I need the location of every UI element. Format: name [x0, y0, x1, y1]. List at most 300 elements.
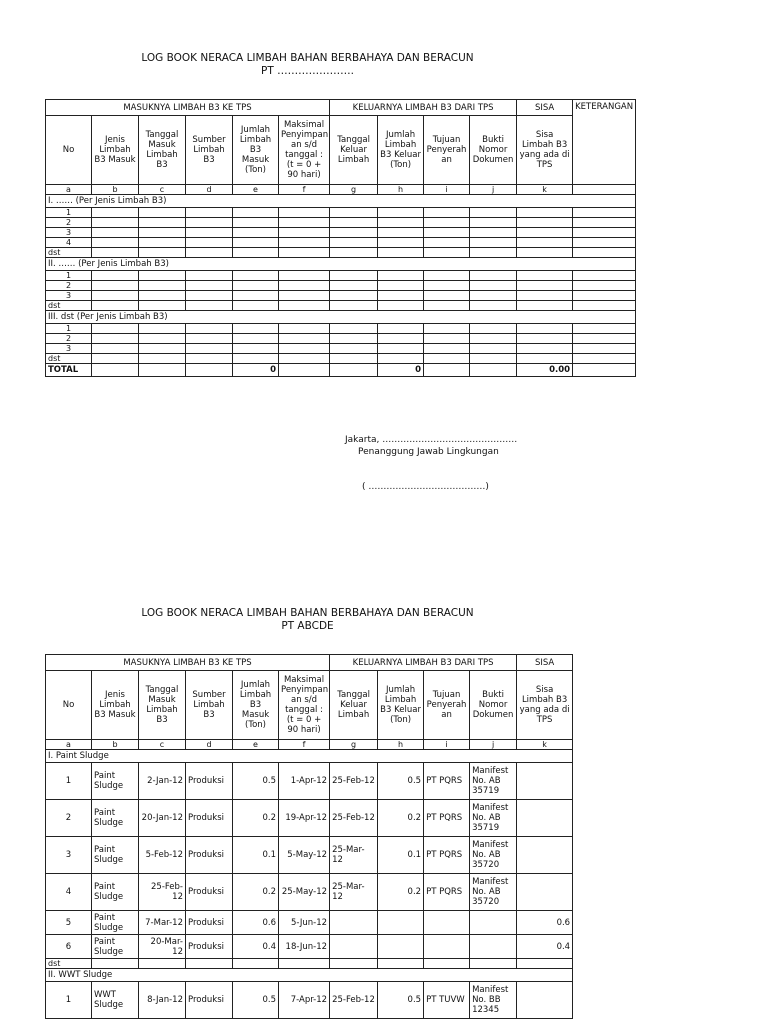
doc1-group-keluar: KELUARNYA LIMBAH B3 DARI TPS [330, 100, 517, 116]
doc2-body [46, 750, 573, 1019]
cell-bukti [470, 911, 517, 935]
table-cell [186, 208, 233, 218]
table-cell [330, 324, 378, 334]
table-cell [517, 334, 573, 344]
row-number: 3 [46, 228, 92, 238]
cell-jml-masuk: 0.6 [233, 911, 279, 935]
section-row [46, 311, 636, 324]
table-cell [470, 228, 517, 238]
row-number: 2 [46, 281, 92, 291]
table-cell [517, 248, 573, 258]
col-letter: i [424, 185, 470, 195]
cell-jml-keluar [378, 935, 424, 959]
table-cell [573, 344, 636, 354]
row-number: 1 [46, 763, 92, 800]
table-cell [573, 238, 636, 248]
cell-jml-masuk: 0.5 [233, 763, 279, 800]
cell-sumber: Produksi [186, 874, 233, 911]
cell-maks: 19-Apr-12 [279, 800, 330, 837]
doc1-body [46, 195, 636, 364]
table-row [46, 228, 636, 238]
col-letter: h [378, 185, 424, 195]
col-header: Tujuan Penyerah an [424, 116, 470, 185]
table-cell [378, 218, 424, 228]
table-cell [378, 959, 424, 969]
table-cell [233, 218, 279, 228]
cell-maks: 1-Apr-12 [279, 763, 330, 800]
cell-sisa [517, 837, 573, 874]
table-row [46, 291, 636, 301]
table-cell [424, 238, 470, 248]
col-letter: d [186, 185, 233, 195]
cell-tgl-masuk: 7-Mar-12 [139, 911, 186, 935]
doc1-company: PT …………………. [261, 65, 354, 77]
table-cell [92, 208, 139, 218]
table-cell [186, 959, 233, 969]
cell-tgl-keluar: 25-Feb-12 [330, 800, 378, 837]
doc1-group-sisa: SISA [517, 100, 573, 116]
table-row [46, 271, 636, 281]
table-cell [573, 281, 636, 291]
table-cell [233, 208, 279, 218]
doc2-group-sisa: SISA [517, 655, 573, 671]
table-cell [139, 301, 186, 311]
cell-sumber: Produksi [186, 800, 233, 837]
table-cell [186, 344, 233, 354]
table-cell [92, 959, 139, 969]
table-cell [279, 354, 330, 364]
table-cell [279, 238, 330, 248]
col-letter: f [279, 740, 330, 750]
table-cell [279, 248, 330, 258]
cell-jml-keluar [378, 911, 424, 935]
table-cell [573, 248, 636, 258]
table-row [46, 800, 573, 837]
table-cell [470, 324, 517, 334]
doc1-total-row [46, 364, 636, 377]
cell-tujuan: PT PQRS [424, 874, 470, 911]
col-letter: j [470, 185, 517, 195]
cell-jml-masuk: 0.1 [233, 837, 279, 874]
table-cell [424, 301, 470, 311]
col-header: Tanggal Masuk Limbah B3 [139, 116, 186, 185]
cell-tgl-keluar [330, 911, 378, 935]
table-cell [139, 228, 186, 238]
table-cell [92, 344, 139, 354]
table-cell [233, 228, 279, 238]
col-letter: e [233, 185, 279, 195]
cell-sisa [517, 763, 573, 800]
row-number: 3 [46, 344, 92, 354]
table-cell [186, 271, 233, 281]
table-cell [92, 354, 139, 364]
section-title: III. dst (Per Jenis Limbah B3) [46, 311, 636, 324]
table-cell [279, 228, 330, 238]
table-row [46, 218, 636, 228]
table-cell [139, 291, 186, 301]
table-cell [279, 344, 330, 354]
table-cell [424, 281, 470, 291]
table-cell [330, 301, 378, 311]
cell-tujuan: PT PQRS [424, 800, 470, 837]
table-cell [424, 344, 470, 354]
table-cell [186, 238, 233, 248]
doc2-company: PT ABCDE [281, 620, 334, 632]
col-letter: h [378, 740, 424, 750]
table-cell [378, 354, 424, 364]
table-row [46, 248, 636, 258]
cell-sumber: Produksi [186, 837, 233, 874]
doc1-table [45, 99, 636, 377]
col-letter: c [139, 740, 186, 750]
table-cell [139, 208, 186, 218]
col-letter: a [46, 740, 92, 750]
table-cell [378, 324, 424, 334]
table-row [46, 354, 636, 364]
col-header: Bukti Nomor Dokumen [470, 116, 517, 185]
table-cell [92, 281, 139, 291]
cell-bukti: Manifest No. BB 12345 [470, 982, 517, 1019]
table-cell [233, 291, 279, 301]
table-cell [330, 959, 378, 969]
table-cell [378, 208, 424, 218]
table-cell [186, 291, 233, 301]
table-row [46, 874, 573, 911]
table-cell [92, 291, 139, 301]
row-number: 3 [46, 291, 92, 301]
doc1-group-masuk: MASUKNYA LIMBAH B3 KE TPS [46, 100, 330, 116]
table-cell [573, 324, 636, 334]
table-cell [378, 228, 424, 238]
table-row [46, 208, 636, 218]
table-cell [517, 354, 573, 364]
col-header: Maksimal Penyimpan an s/d tanggal : (t = 0 + 90 hari) [279, 671, 330, 740]
cell-tgl-masuk: 2-Jan-12 [139, 763, 186, 800]
col-header: No [46, 116, 92, 185]
table-cell [186, 334, 233, 344]
table-cell [470, 248, 517, 258]
table-row [46, 301, 636, 311]
table-cell [233, 324, 279, 334]
table-cell [330, 218, 378, 228]
section-row [46, 969, 573, 982]
table-cell [139, 281, 186, 291]
col-header: Tanggal Keluar Limbah [330, 671, 378, 740]
cell-jml-masuk: 0.4 [233, 935, 279, 959]
cell-tujuan [424, 935, 470, 959]
cell-jml-keluar: 0.5 [378, 763, 424, 800]
table-cell [233, 238, 279, 248]
table-cell [330, 248, 378, 258]
table-cell [573, 218, 636, 228]
row-number: 2 [46, 334, 92, 344]
table-cell [424, 291, 470, 301]
table-cell [186, 228, 233, 238]
table-cell [330, 291, 378, 301]
section-row [46, 258, 636, 271]
table-cell [378, 238, 424, 248]
cell-sumber: Produksi [186, 763, 233, 800]
col-header: Bukti Nomor Dokumen [470, 671, 517, 740]
cell-tgl-masuk: 25-Feb-12 [139, 874, 186, 911]
table-cell [92, 218, 139, 228]
sign-city-date: Jakarta, ……………………………………… [345, 435, 518, 445]
table-cell [573, 301, 636, 311]
table-cell [573, 291, 636, 301]
cell-sisa: 0.4 [517, 935, 573, 959]
table-row [46, 959, 573, 969]
cell-sumber: Produksi [186, 982, 233, 1019]
col-letter: i [424, 740, 470, 750]
table-cell [139, 238, 186, 248]
section-title: II. WWT Sludge [46, 969, 573, 982]
cell-jml-keluar: 0.5 [378, 982, 424, 1019]
table-cell [573, 208, 636, 218]
table-cell [517, 324, 573, 334]
doc2-group-masuk: MASUKNYA LIMBAH B3 KE TPS [46, 655, 330, 671]
table-cell [233, 354, 279, 364]
cell-jenis: Paint Sludge [92, 837, 139, 874]
table-cell [378, 344, 424, 354]
table-cell [517, 238, 573, 248]
table-row [46, 281, 636, 291]
table-cell [517, 301, 573, 311]
doc2-column-headers [46, 671, 573, 740]
table-cell [139, 959, 186, 969]
table-cell [186, 218, 233, 228]
table-cell [330, 334, 378, 344]
doc1-title: LOG BOOK NERACA LIMBAH BAHAN BERBAHAYA DAN BERACUN [141, 52, 474, 64]
table-cell [573, 228, 636, 238]
col-letter: f [279, 185, 330, 195]
col-letter: b [92, 740, 139, 750]
col-header: No [46, 671, 92, 740]
table-cell [279, 291, 330, 301]
table-cell [330, 208, 378, 218]
col-letter: c [139, 185, 186, 195]
table-cell [470, 271, 517, 281]
table-row [46, 344, 636, 354]
table-row [46, 837, 573, 874]
table-cell [424, 208, 470, 218]
table-cell [517, 228, 573, 238]
table-cell [92, 228, 139, 238]
row-number: 5 [46, 911, 92, 935]
table-cell [470, 291, 517, 301]
table-cell [233, 334, 279, 344]
table-cell [378, 248, 424, 258]
sign-role: Penanggung Jawab Lingkungan [358, 447, 499, 457]
row-number: 1 [46, 982, 92, 1019]
doc1-letter-row [46, 185, 636, 195]
cell-jml-keluar: 0.2 [378, 874, 424, 911]
table-cell [92, 324, 139, 334]
table-cell [470, 281, 517, 291]
row-number: 1 [46, 271, 92, 281]
table-cell [279, 208, 330, 218]
table-cell [92, 271, 139, 281]
col-letter: k [517, 740, 573, 750]
cell-tujuan: PT TUVW [424, 982, 470, 1019]
col-header: Tanggal Keluar Limbah [330, 116, 378, 185]
table-cell [233, 271, 279, 281]
table-cell [139, 324, 186, 334]
row-number: 1 [46, 208, 92, 218]
cell-bukti: Manifest No. AB 35719 [470, 800, 517, 837]
table-cell [279, 301, 330, 311]
cell-tujuan [424, 911, 470, 935]
table-cell [517, 959, 573, 969]
cell-maks: 18-Jun-12 [279, 935, 330, 959]
cell-tgl-keluar: 25-Mar-12 [330, 874, 378, 911]
cell-tgl-keluar: 25-Mar-12 [330, 837, 378, 874]
table-cell [424, 334, 470, 344]
table-cell [424, 959, 470, 969]
row-number: dst [46, 354, 92, 364]
total-sisa: 0.00 [517, 364, 573, 377]
table-cell [330, 228, 378, 238]
sign-name: ( …………………………………) [362, 482, 489, 492]
section-row [46, 195, 636, 208]
table-cell [279, 324, 330, 334]
cell-tgl-masuk: 20-Jan-12 [139, 800, 186, 837]
table-cell [470, 344, 517, 354]
table-cell [139, 248, 186, 258]
total-label: TOTAL [46, 364, 92, 377]
cell-sisa [517, 800, 573, 837]
cell-jml-masuk: 0.2 [233, 874, 279, 911]
total-masuk: 0 [233, 364, 279, 377]
table-cell [233, 959, 279, 969]
cell-tujuan: PT PQRS [424, 763, 470, 800]
cell-sisa: 0.6 [517, 911, 573, 935]
table-cell [279, 271, 330, 281]
table-cell [470, 301, 517, 311]
table-cell [330, 354, 378, 364]
col-letter: b [92, 185, 139, 195]
table-cell [186, 301, 233, 311]
table-cell [279, 281, 330, 291]
table-cell [517, 208, 573, 218]
col-letter: k [517, 185, 573, 195]
table-cell [92, 334, 139, 344]
table-cell [378, 281, 424, 291]
table-cell [233, 281, 279, 291]
table-cell [573, 354, 636, 364]
cell-sisa [517, 874, 573, 911]
table-row [46, 911, 573, 935]
table-cell [279, 218, 330, 228]
cell-maks: 5-May-12 [279, 837, 330, 874]
table-cell [139, 344, 186, 354]
table-row [46, 334, 636, 344]
cell-tgl-masuk: 8-Jan-12 [139, 982, 186, 1019]
section-title: I. …… (Per Jenis Limbah B3) [46, 195, 636, 208]
cell-tgl-keluar: 25-Feb-12 [330, 982, 378, 1019]
cell-tgl-keluar [330, 935, 378, 959]
section-row [46, 750, 573, 763]
col-letter: a [46, 185, 92, 195]
table-cell [186, 248, 233, 258]
table-cell [378, 291, 424, 301]
table-cell [330, 281, 378, 291]
row-number: dst [46, 959, 92, 969]
cell-bukti: Manifest No. AB 35719 [470, 763, 517, 800]
table-cell [424, 228, 470, 238]
col-header: Jenis Limbah B3 Masuk [92, 671, 139, 740]
cell-sisa [517, 982, 573, 1019]
table-cell [573, 334, 636, 344]
table-cell [139, 334, 186, 344]
col-header: Sumber Limbah B3 [186, 116, 233, 185]
col-letter [573, 185, 636, 195]
col-header: Jumlah Limbah B3 Keluar (Ton) [378, 671, 424, 740]
table-cell [330, 238, 378, 248]
table-cell [139, 271, 186, 281]
cell-jml-masuk: 0.5 [233, 982, 279, 1019]
table-cell [470, 354, 517, 364]
doc2-group-keluar: KELUARNYA LIMBAH B3 DARI TPS [330, 655, 517, 671]
row-number: 2 [46, 218, 92, 228]
table-cell [378, 301, 424, 311]
table-row [46, 324, 636, 334]
col-letter: j [470, 740, 517, 750]
cell-tujuan: PT PQRS [424, 837, 470, 874]
table-cell [424, 354, 470, 364]
table-cell [424, 218, 470, 228]
table-cell [517, 344, 573, 354]
cell-jenis: Paint Sludge [92, 935, 139, 959]
cell-maks: 5-Jun-12 [279, 911, 330, 935]
total-keluar: 0 [378, 364, 424, 377]
table-cell [139, 354, 186, 364]
cell-bukti: Manifest No. AB 35720 [470, 837, 517, 874]
table-cell [517, 218, 573, 228]
table-cell [330, 271, 378, 281]
table-cell [279, 334, 330, 344]
doc2-letter-row [46, 740, 573, 750]
table-cell [573, 271, 636, 281]
col-letter: e [233, 740, 279, 750]
table-cell [233, 301, 279, 311]
row-number: 4 [46, 238, 92, 248]
doc2-title: LOG BOOK NERACA LIMBAH BAHAN BERBAHAYA DAN BERACUN [141, 607, 474, 619]
cell-jml-keluar: 0.1 [378, 837, 424, 874]
cell-jml-keluar: 0.2 [378, 800, 424, 837]
table-cell [470, 334, 517, 344]
row-number: dst [46, 248, 92, 258]
table-cell [378, 271, 424, 281]
cell-jenis: Paint Sludge [92, 911, 139, 935]
row-number: 3 [46, 837, 92, 874]
table-row [46, 238, 636, 248]
table-cell [470, 218, 517, 228]
table-cell [424, 271, 470, 281]
row-number: 6 [46, 935, 92, 959]
col-letter: d [186, 740, 233, 750]
table-cell [378, 334, 424, 344]
table-cell [470, 959, 517, 969]
col-header: Tanggal Masuk Limbah B3 [139, 671, 186, 740]
col-header: Jumlah Limbah B3 Masuk (Ton) [233, 671, 279, 740]
table-cell [92, 248, 139, 258]
cell-jenis: Paint Sludge [92, 800, 139, 837]
cell-jml-masuk: 0.2 [233, 800, 279, 837]
table-row [46, 763, 573, 800]
col-header: Sumber Limbah B3 [186, 671, 233, 740]
table-cell [186, 281, 233, 291]
table-cell [92, 301, 139, 311]
